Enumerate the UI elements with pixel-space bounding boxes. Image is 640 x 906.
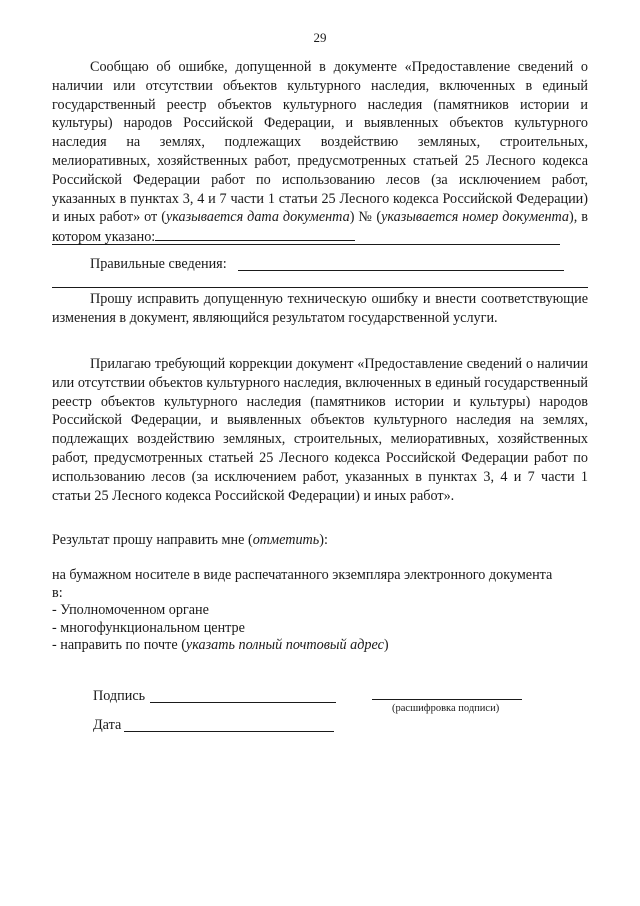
signature-decoding-note: (расшифровка подписи) — [392, 703, 500, 714]
correct-info-label: Правильные сведения: — [90, 256, 227, 272]
correct-info-line-2 — [52, 287, 588, 288]
stated-info-line — [52, 244, 560, 245]
signature-label: Подпись — [93, 688, 146, 704]
result-label — [52, 532, 328, 549]
result-label-text: Результат прошу направить мне ( — [52, 532, 253, 548]
result-label-hint: отметить — [252, 532, 320, 548]
error-report-suffix: ), в котором указано: — [52, 209, 588, 246]
document-date-hint: указывается дата документа — [165, 209, 350, 226]
mail-option-hint: указать полный почтовый адрес — [185, 637, 384, 653]
attachment-paragraph: Прилагаю требующий коррекции документ «Предоставление сведений о наличии или отсутствии объектов культурного наследия, включенных в единый государственный реестр объектов культурного наследия (памятников истории и культуры) народов Российской Федерации, и выявленных объектов культурного наследия на землях, подлежащих воздействию земляных, строительных, мелиоративных, хозяйственных работ, предусмотренных статьей 25 Лесного кодекса Российской Федерации работ по использованию лесов (за исключением работ, указанных в пунктах 3, 4 и 7 части 1 статьи 25 Лесного кодекса Российской Федерации) и иных работ». — [52, 356, 588, 504]
page-number: 29 — [313, 30, 327, 45]
date-blank — [124, 731, 334, 732]
date-label: Дата — [93, 717, 122, 733]
mail-option-suffix: ) — [383, 637, 389, 653]
delivery-option-mfc: - многофункциональном центре — [52, 620, 245, 636]
correct-info-blank — [238, 270, 564, 271]
mail-option-prefix: - направить по почте ( — [52, 637, 186, 653]
error-report-text: Сообщаю об ошибке, допущенной в документе «Предоставление сведений о наличии или отсутствии объектов культурного наследия, включенных в единый государственный реестр объектов культурного наследия (памятников истории и культуры) народов Российской Федерации, и выявленных объектов культурного наследия на землях, подлежащих воздействию земляных, строительных, мелиоративных, хозяйственных работ, предусмотренных статьей 25 Лесного кодекса Российской Федерации работ по использованию лесов (за исключением работ, указанных в пунктах 3, 4 и 7 части 1 статьи 25 Лесного кодекса Российской Федерации) и иных работ» от ( — [52, 59, 588, 226]
signature-decoding-blank — [372, 699, 522, 700]
delivery-option-mail — [52, 637, 389, 654]
delivery-paper-line-2: в: — [52, 585, 63, 601]
delivery-option-authority: - Уполномоченном органе — [52, 602, 209, 618]
stated-info-blank — [155, 227, 355, 241]
result-label-end: ): — [319, 532, 328, 548]
number-prefix: ) № ( — [349, 209, 382, 226]
signature-blank — [150, 702, 336, 703]
request-paragraph: Прошу исправить допущенную техническую ошибку и внести соответствующие изменения в документ, являющийся результатом государственной услуги. — [52, 291, 588, 326]
delivery-paper-line: на бумажном носителе в виде распечатанного экземпляра электронного документа — [52, 567, 553, 583]
document-number-hint: указывается номер документа — [381, 209, 570, 226]
error-report-paragraph — [52, 58, 588, 247]
